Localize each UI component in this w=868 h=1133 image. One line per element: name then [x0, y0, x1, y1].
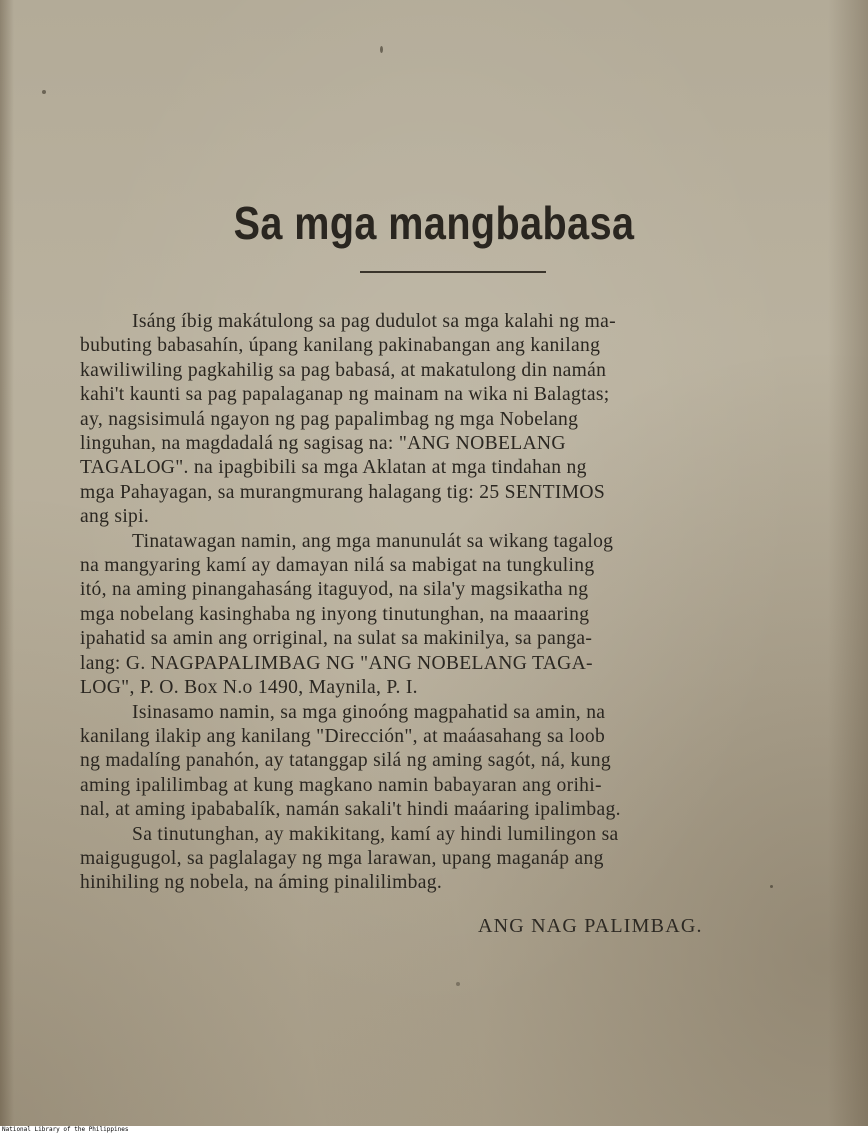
text-line: ng madalíng panahón, ay tatanggap silá ng aming sagót, ná, kung: [80, 750, 611, 772]
text-line: nal, at aming ipababalík, namán sakali't hindi maáaring ipalimbag.: [80, 799, 621, 821]
text-line: linguhan, na magdadalá ng sagisag na: "ANG NOBELANG: [80, 433, 566, 455]
text-line: na mangyaring kamí ay damayan nilá sa mabigat na tungkuling: [80, 555, 595, 577]
page-edge-shadow-right: [828, 0, 868, 1126]
text-line: TAGALOG". na ipagbibili sa mga Aklatan at mga tindahan ng: [80, 457, 587, 479]
library-credit: National Library of the Philippines: [2, 1126, 129, 1133]
text-line: Sa tinutunghan, ay makikitang, kamí ay hindi lumilingon sa: [132, 823, 619, 845]
text-line: ang sipi.: [80, 506, 150, 528]
paper-speck: [456, 982, 460, 986]
text-line: lang: G. NAGPAPALIMBAG NG "ANG NOBELANG TAGA-: [80, 652, 593, 674]
text-line: Isáng íbig makátulong sa pag dudulot sa mga kalahi ng ma-: [132, 311, 616, 332]
paragraph-2: [80, 530, 814, 701]
text-line: kahi't kaunti sa pag papalaganap ng mainam na wika ni Balagtas;: [80, 384, 610, 406]
text-line: maigugugol, sa paglalagay ng mga larawan, upang maganáp ang: [80, 847, 604, 869]
publisher-signature: ANG NAG PALIMBAG.: [478, 915, 703, 937]
text-line: hinihiling ng nobela, na áming pinalilimbag.: [80, 872, 443, 894]
text-line: kawiliwiling pagkahilig sa pag babasá, at makatulong din namán: [80, 359, 607, 381]
text-line: Tinatawagan namin, ang mga manunulát sa wikang tagalog: [132, 530, 614, 552]
paragraph-4: [80, 823, 814, 896]
body-text: [80, 310, 814, 896]
text-line: ay, nagsisimulá ngayon ng pag papalimbag ng mga Nobelang: [80, 408, 579, 430]
text-line: bubuting babasahín, úpang kanilang pakinabangan ang kanilang: [80, 335, 601, 357]
text-line: ipahatid sa amin ang orriginal, na sulat sa makinilya, sa panga-: [80, 628, 593, 650]
text-line: itó, na aming pinangahasáng itaguyod, na sila'y magsikatha ng: [80, 579, 589, 601]
text-line: LOG", P. O. Box N.o 1490, Maynila, P. I.: [80, 677, 418, 699]
page-title: Sa mga mangbabasa: [233, 197, 635, 249]
page-edge-shadow-left: [0, 0, 14, 1126]
paragraph-1: [80, 310, 814, 530]
paper-speck: [380, 46, 383, 53]
text-line: aming ipalilimbag at kung magkano namin babayaran ang orihi-: [80, 774, 602, 796]
paragraph-3: [80, 701, 814, 823]
text-line: kanilang ilakip ang kanilang "Dirección", at maáasahang sa loob: [80, 725, 606, 747]
text-line: Isinasamo namin, sa mga ginoóng magpahatid sa amin, na: [132, 701, 606, 723]
title-divider: [360, 271, 546, 273]
text-line: mga Pahayagan, sa murangmurang halagang tig: 25 SENTIMOS: [80, 481, 606, 503]
paper-speck: [42, 90, 46, 94]
text-line: mga nobelang kasinghaba ng inyong tinutunghan, na maaaring: [80, 603, 590, 625]
